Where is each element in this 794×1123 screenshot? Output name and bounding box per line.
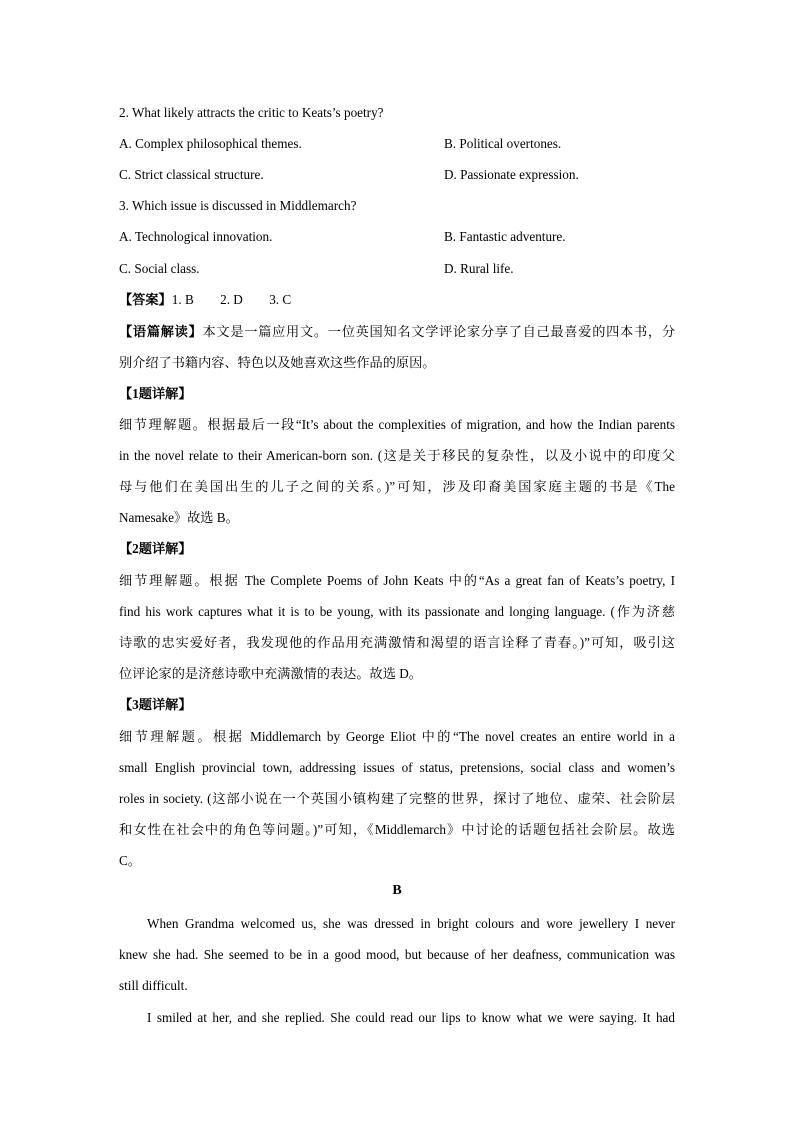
detail-2-line: find his work captures what it is to be young, with its passionate and longing language. (作为济慈 [119,604,675,619]
question-2: 2. What likely attracts the critic to Keats’s poetry? [119,105,384,120]
story-paragraph-2 [119,1002,675,1033]
story-line: knew she had. She seemed to be in a good mood, but because of her deafness, communication was [119,947,675,962]
q3-option-a: A. Technological innovation. [119,229,273,244]
section-heading: B [392,883,402,898]
story-line: I smiled at her, and she replied. She could read our lips to know what we were saying. It had [147,1010,675,1025]
reading-line-2: 别介绍了书籍内容、特色以及她喜欢这些作品的原因。 [119,355,436,370]
story-paragraph-1 [119,908,675,1001]
reading-paragraph [119,316,675,378]
q3-option-b: B. Fantastic adventure. [444,229,566,244]
q2-option-a: A. Complex philosophical themes. [119,136,302,151]
detail-3-line: small English provincial town, addressing issues of status, pretensions, social class and women’s [119,760,675,775]
detail-3-line: roles in society. (这部小说在一个英国小镇构建了完整的世界，探讨了地位、虚荣、社会阶层 [119,791,675,806]
q3-option-c: C. Social class. [119,261,200,276]
q2-option-b: B. Political overtones. [444,136,562,151]
detail-2-line: 诗歌的忠实爱好者，我发现他的作品用充满激情和渴望的语言诠释了青春。)”可知，吸引这 [119,635,675,650]
detail-3-label: 【3题详解】 [119,697,192,712]
detail-1-line: 母与他们在美国出生的儿子之间的关系。)”可知，涉及印裔美国家庭主题的书是《The [119,479,675,494]
detail-1-label: 【1题详解】 [119,386,192,401]
detail-3-line: 细节理解题。根据 Middlemarch by George Eliot 中的“The novel creates an entire world in a [119,729,675,744]
detail-2-paragraph [119,565,675,689]
detail-2-line: 位评论家的是济慈诗歌中充满激情的表达。故选 D。 [119,666,422,681]
q2-option-d: D. Passionate expression. [444,167,579,182]
reading-line-1: 【语篇解读】本文是一篇应用文。一位英国知名文学评论家分享了自己最喜爱的四本书，分 [119,324,676,339]
detail-2-label: 【2题详解】 [119,541,192,556]
detail-1-line: Namesake》故选 B。 [119,510,239,525]
detail-1-line: 细节理解题。根据最后一段“It’s about the complexities of migration, and how the Indian parents [119,417,675,432]
reading-label: 【语篇解读】 [119,324,203,339]
detail-1-line: in the novel relate to their American-born son. (这是关于移民的复杂性，以及小说中的印度父 [119,448,675,463]
detail-1-paragraph [119,409,675,533]
detail-3-paragraph [119,721,675,876]
answer-text: 1. B 2. D 3. C [171,292,292,307]
detail-3-line: C。 [119,853,141,868]
detail-2-line: 细节理解题。根据 The Complete Poems of John Keats 中的“As a great fan of Keats’s poetry, I [119,573,675,588]
q2-option-c: C. Strict classical structure. [119,167,264,182]
answer-label: 【答案】 [119,292,172,307]
question-3: 3. Which issue is discussed in Middlemarch? [119,198,357,213]
answer-line [119,292,291,308]
story-line: When Grandma welcomed us, she was dressed in bright colours and wore jewellery I never [147,916,675,931]
detail-3-line: 和女性在社会中的角色等问题。)”可知，《Middlemarch》中讨论的话题包括社会阶层。故选 [119,822,675,837]
story-line: still difficult. [119,978,188,993]
q3-option-d: D. Rural life. [444,261,514,276]
